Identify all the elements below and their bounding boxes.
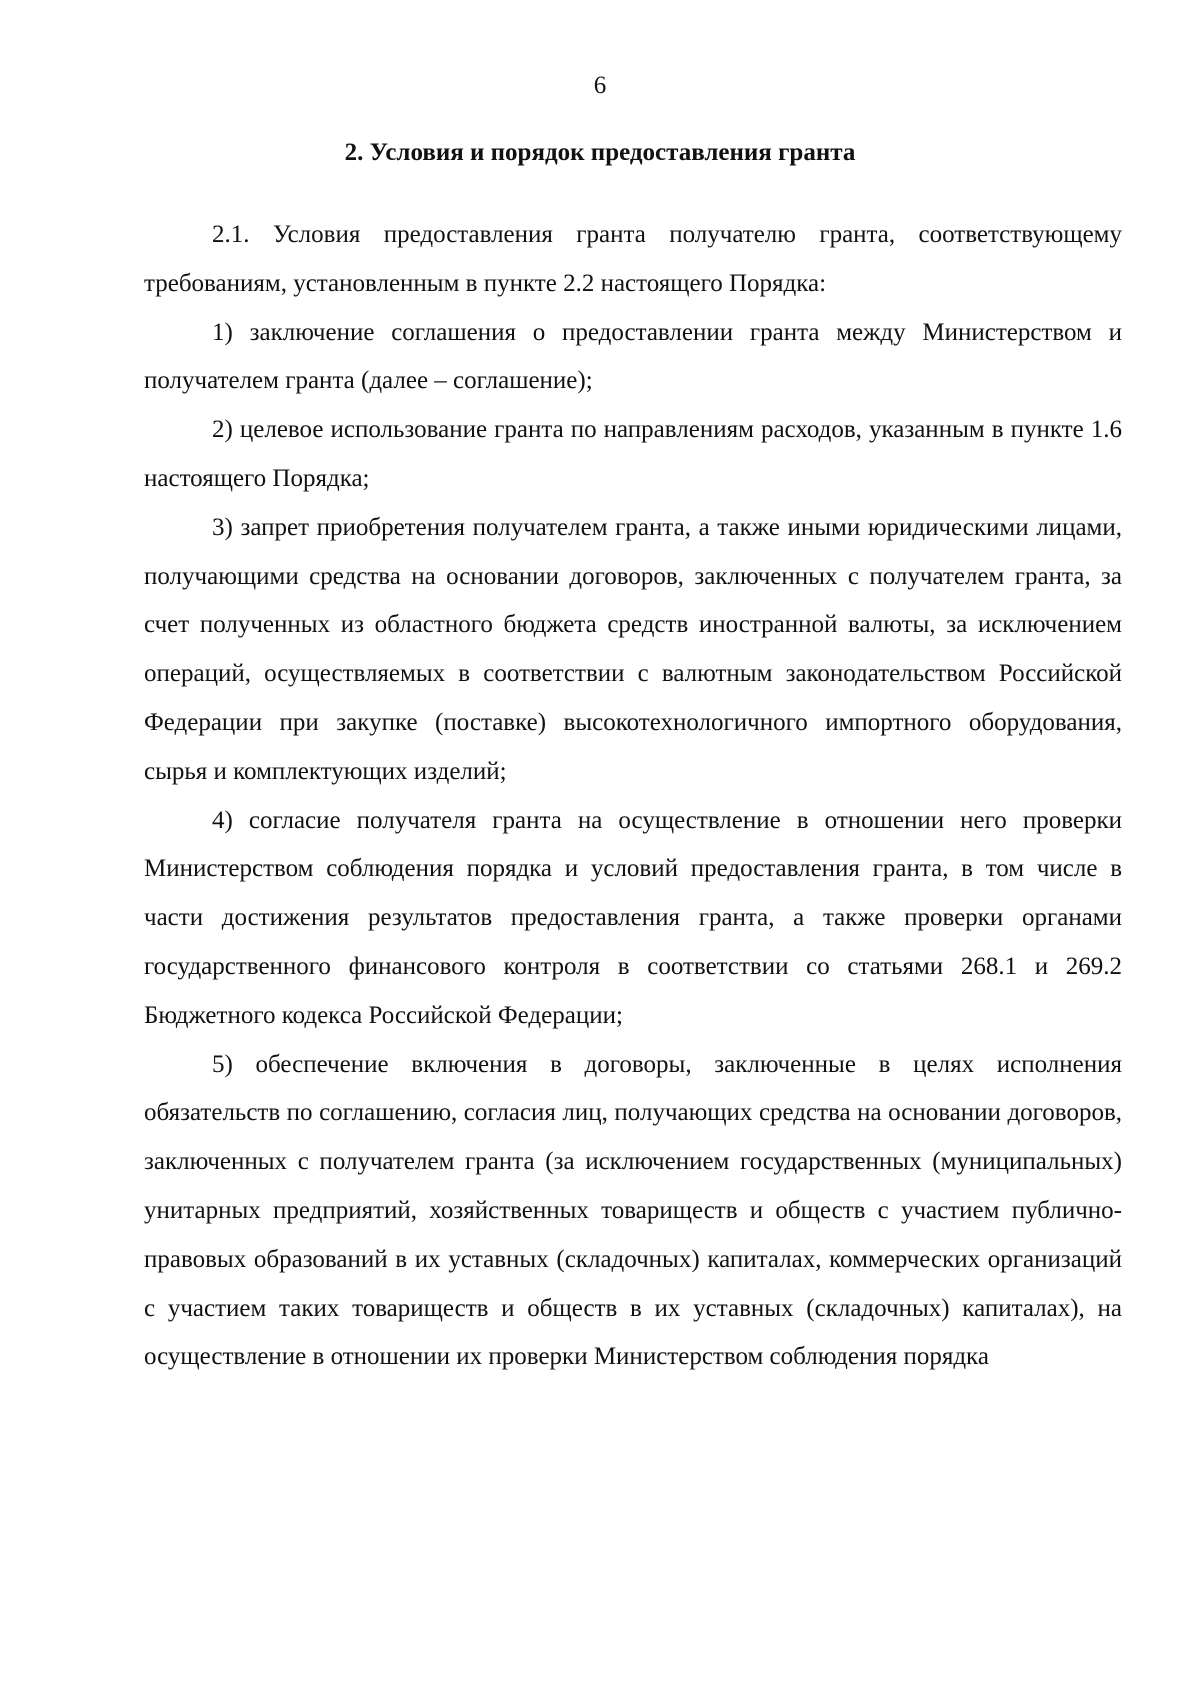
document-body (144, 211, 1122, 1382)
page-number: 6 (593, 72, 607, 99)
paragraph-item-1: 1) заключение соглашения о предоставлении гранта между Министерством и получателем гранта (далее – соглашение); (144, 318, 1122, 395)
paragraph-item-5: 5) обеспечение включения в договоры, заключенные в целях исполнения обязательств по соглашению, согласия лиц, получающих средства на основании договоров, заключенных с получателем гранта (за исключением государственных (муниципальных) унитарных предприятий, хозяйственных товариществ и обществ с участием публично-правовых образований в их уставных (складочных) капиталах, коммерческих организаций с участием таких товариществ и обществ в их уставных (складочных) капиталах), на осуществление в отношении их проверки Министерством соблюдения порядка (144, 1050, 1122, 1371)
paragraph-item-3: 3) запрет приобретения получателем гранта, а также иными юридическими лицами, получающими средства на основании договоров, заключенных с получателем гранта, за счет полученных из областного бюджета средств иностранной валюты, за исключением операций, осуществляемых в соответствии с валютным законодательством Российской Федерации при закупке (поставке) высокотехнологичного импортного оборудования, сырья и комплектующих изделий; (144, 513, 1122, 785)
paragraph-item-4: 4) согласие получателя гранта на осуществление в отношении него проверки Министерством соблюдения порядка и условий предоставления гранта, в том числе в части достижения результатов предоставления гранта, а также проверки органами государственного финансового контроля в соответствии со статьями 268.1 и 269.2 Бюджетного кодекса Российской Федерации; (144, 806, 1122, 1029)
section-title: 2. Условия и порядок предоставления гранта (344, 139, 856, 166)
paragraph-2-1: 2.1. Условия предоставления гранта получателю гранта, соответствующему требованиям, установленным в пункте 2.2 настоящего Порядка: (144, 221, 1122, 297)
paragraph-item-2: 2) целевое использование гранта по направлениям расходов, указанным в пункте 1.6 настоящего Порядка; (144, 416, 1122, 492)
